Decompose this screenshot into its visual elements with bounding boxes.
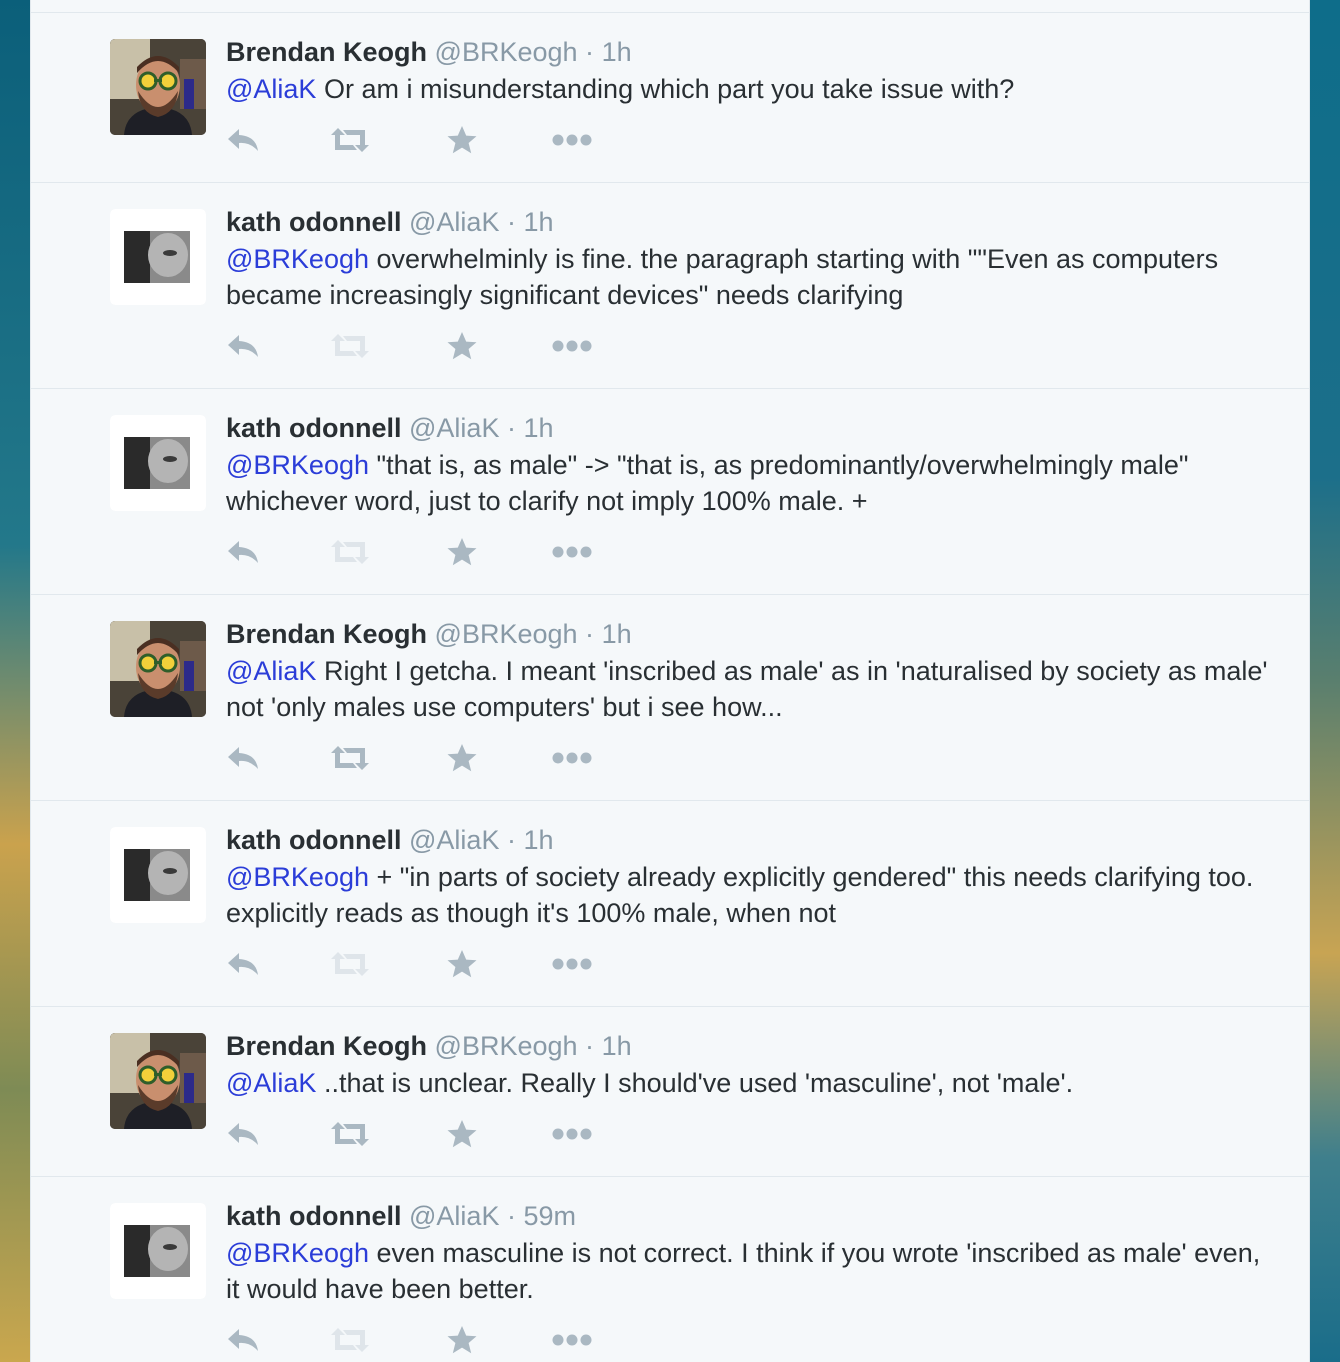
- tweet-text: [226, 1235, 1269, 1307]
- timestamp[interactable]: 1h: [601, 37, 632, 67]
- mention-link[interactable]: @BRKeogh: [226, 862, 369, 892]
- mention-link[interactable]: @AliaK: [226, 656, 317, 686]
- tweet-header: [226, 205, 1269, 239]
- retweet-icon: [329, 126, 371, 154]
- background-right: [1308, 0, 1340, 1362]
- avatar[interactable]: [110, 827, 206, 923]
- timestamp[interactable]: 1h: [523, 825, 554, 855]
- reply-button[interactable]: [226, 947, 260, 981]
- star-icon: [446, 742, 478, 774]
- reply-icon: [226, 538, 260, 566]
- more-dots-icon: [552, 545, 592, 559]
- avatar-kath-image: [110, 1203, 206, 1299]
- author-fullname[interactable]: kath odonnell: [226, 207, 402, 237]
- more-button[interactable]: [552, 741, 592, 775]
- author-fullname[interactable]: kath odonnell: [226, 413, 402, 443]
- avatar-kath-image: [110, 209, 206, 305]
- tweet[interactable]: [31, 801, 1309, 1007]
- more-button[interactable]: [552, 123, 592, 157]
- avatar-brendan-image: [110, 1033, 206, 1129]
- mention-link[interactable]: @BRKeogh: [226, 244, 369, 274]
- tweet-content: [226, 411, 1269, 519]
- tweet-body: Right I getcha. I meant 'inscribed as male' as in 'naturalised by society as male' not 'only males use computers' but i see how...: [226, 656, 1268, 722]
- separator-dot: ·: [585, 619, 595, 649]
- star-icon: [446, 536, 478, 568]
- retweet-icon: [329, 744, 371, 772]
- star-icon: [446, 124, 478, 156]
- favorite-button[interactable]: [446, 535, 478, 569]
- tweet-body: + "in parts of society already explicitly gendered" this needs clarifying too. explicitly reads as though it's 100% male, when not: [226, 862, 1254, 928]
- separator-dot: ·: [506, 413, 516, 443]
- tweet-text: [226, 241, 1269, 313]
- tweet[interactable]: [31, 595, 1309, 801]
- tweet[interactable]: [31, 389, 1309, 595]
- more-dots-icon: [552, 133, 592, 147]
- tweet-body: ..that is unclear. Really I should've used 'masculine', not 'male'.: [316, 1068, 1074, 1098]
- tweet-text: [226, 71, 1269, 107]
- favorite-button[interactable]: [446, 947, 478, 981]
- author-handle[interactable]: @AliaK: [409, 413, 500, 443]
- reply-button[interactable]: [226, 741, 260, 775]
- timestamp[interactable]: 1h: [523, 207, 554, 237]
- retweet-icon: [329, 1326, 371, 1354]
- star-icon: [446, 1118, 478, 1150]
- mention-link[interactable]: @AliaK: [226, 74, 317, 104]
- retweet-button[interactable]: [329, 535, 371, 569]
- separator-dot: ·: [585, 1031, 595, 1061]
- reply-icon: [226, 744, 260, 772]
- tweet-body: overwhelminly is fine. the paragraph starting with ""Even as computers became increasingly significant devices" needs clarifying: [226, 244, 1219, 310]
- author-handle[interactable]: @BRKeogh: [434, 619, 578, 649]
- tweet-content: [226, 1029, 1269, 1101]
- author-fullname[interactable]: kath odonnell: [226, 825, 402, 855]
- favorite-button[interactable]: [446, 1323, 478, 1357]
- tweet-content: [226, 617, 1269, 725]
- tweet-content: [226, 823, 1269, 931]
- avatar[interactable]: [110, 1033, 206, 1129]
- separator-dot: ·: [506, 825, 516, 855]
- favorite-button[interactable]: [446, 741, 478, 775]
- star-icon: [446, 330, 478, 362]
- retweet-button[interactable]: [329, 123, 371, 157]
- reply-icon: [226, 950, 260, 978]
- author-fullname[interactable]: kath odonnell: [226, 1201, 402, 1231]
- tweet-body: even masculine is not correct. I think if you wrote 'inscribed as male' even, it would have been better.: [226, 1238, 1261, 1304]
- reply-icon: [226, 126, 260, 154]
- reply-icon: [226, 332, 260, 360]
- more-dots-icon: [552, 1333, 592, 1347]
- tweet-text: [226, 653, 1269, 725]
- reply-button[interactable]: [226, 329, 260, 363]
- retweet-icon: [329, 538, 371, 566]
- more-dots-icon: [552, 1127, 592, 1141]
- more-button[interactable]: [552, 1117, 592, 1151]
- tweet-text: [226, 1065, 1269, 1101]
- tweet[interactable]: [31, 1177, 1309, 1362]
- tweet-stream: [30, 0, 1310, 1362]
- timestamp[interactable]: 59m: [523, 1201, 577, 1231]
- retweet-icon: [329, 332, 371, 360]
- background-left: [0, 0, 30, 1362]
- reply-button[interactable]: [226, 535, 260, 569]
- author-handle[interactable]: @AliaK: [409, 1201, 500, 1231]
- avatar-brendan-image: [110, 621, 206, 717]
- retweet-button[interactable]: [329, 329, 371, 363]
- reply-button[interactable]: [226, 123, 260, 157]
- reply-icon: [226, 1326, 260, 1354]
- tweet-text: [226, 859, 1269, 931]
- retweet-button[interactable]: [329, 947, 371, 981]
- star-icon: [446, 948, 478, 980]
- tweet-content: [226, 205, 1269, 313]
- more-dots-icon: [552, 339, 592, 353]
- author-fullname[interactable]: Brendan Keogh: [226, 1031, 428, 1061]
- separator-dot: ·: [506, 1201, 516, 1231]
- retweet-button[interactable]: [329, 1323, 371, 1357]
- reply-icon: [226, 1120, 260, 1148]
- mention-link[interactable]: @BRKeogh: [226, 450, 369, 480]
- favorite-button[interactable]: [446, 123, 478, 157]
- avatar-kath-image: [110, 827, 206, 923]
- avatar-kath-image: [110, 415, 206, 511]
- avatar[interactable]: [110, 209, 206, 305]
- avatar-brendan-image: [110, 39, 206, 135]
- favorite-button[interactable]: [446, 329, 478, 363]
- retweet-icon: [329, 1120, 371, 1148]
- retweet-button[interactable]: [329, 1117, 371, 1151]
- timestamp[interactable]: 1h: [601, 1031, 632, 1061]
- mention-link[interactable]: @BRKeogh: [226, 1238, 369, 1268]
- tweet-body: Or am i misunderstanding which part you take issue with?: [316, 74, 1015, 104]
- separator-dot: ·: [506, 207, 516, 237]
- more-button[interactable]: [552, 947, 592, 981]
- star-icon: [446, 1324, 478, 1356]
- retweet-button[interactable]: [329, 741, 371, 775]
- tweet[interactable]: [31, 1007, 1309, 1177]
- avatar[interactable]: [110, 39, 206, 135]
- tweet[interactable]: [31, 13, 1309, 183]
- more-dots-icon: [552, 751, 592, 765]
- author-handle[interactable]: @AliaK: [409, 825, 500, 855]
- author-handle[interactable]: @AliaK: [409, 207, 500, 237]
- avatar[interactable]: [110, 1203, 206, 1299]
- author-handle[interactable]: @BRKeogh: [434, 1031, 578, 1061]
- author-handle[interactable]: @BRKeogh: [434, 37, 578, 67]
- author-fullname[interactable]: Brendan Keogh: [226, 619, 428, 649]
- tweet-content: [226, 1199, 1269, 1307]
- tweet-header: [226, 1029, 1269, 1063]
- avatar[interactable]: [110, 621, 206, 717]
- more-button[interactable]: [552, 329, 592, 363]
- tweet-header: [226, 35, 1269, 69]
- tweet-header: [226, 617, 1269, 651]
- tweet[interactable]: [31, 183, 1309, 389]
- stream-top-divider: [31, 0, 1309, 13]
- tweet-header: [226, 823, 1269, 857]
- favorite-button[interactable]: [446, 1117, 478, 1151]
- timestamp[interactable]: 1h: [601, 619, 632, 649]
- reply-button[interactable]: [226, 1117, 260, 1151]
- more-dots-icon: [552, 957, 592, 971]
- reply-button[interactable]: [226, 1323, 260, 1357]
- mention-link[interactable]: @AliaK: [226, 1068, 317, 1098]
- more-button[interactable]: [552, 535, 592, 569]
- tweet-header: [226, 1199, 1269, 1233]
- retweet-icon: [329, 950, 371, 978]
- separator-dot: ·: [585, 37, 595, 67]
- tweet-body: "that is, as male" -> "that is, as predominantly/overwhelmingly male" whichever word, just to clarify not imply 100% male. +: [226, 450, 1189, 516]
- author-fullname[interactable]: Brendan Keogh: [226, 37, 428, 67]
- tweet-header: [226, 411, 1269, 445]
- tweet-text: [226, 447, 1269, 519]
- tweet-content: [226, 35, 1269, 107]
- avatar[interactable]: [110, 415, 206, 511]
- more-button[interactable]: [552, 1323, 592, 1357]
- timestamp[interactable]: 1h: [523, 413, 554, 443]
